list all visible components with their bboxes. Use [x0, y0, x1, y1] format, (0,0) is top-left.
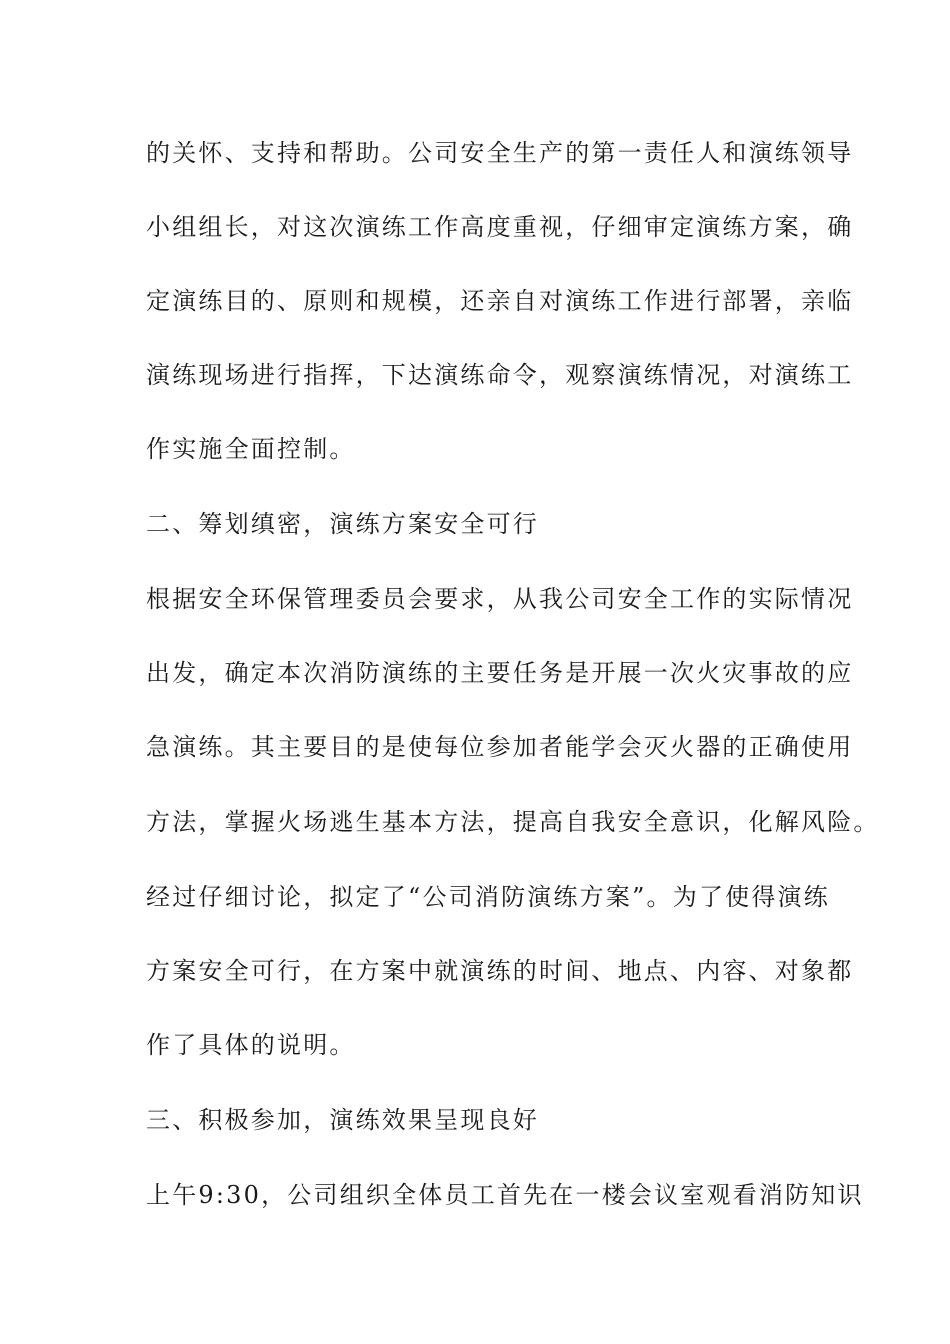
- paragraph-line: 小组组长，对这次演练工作高度重视，仔细审定演练方案，确: [146, 213, 854, 241]
- paragraph-line: 经过仔细讨论，拟定了“公司消防演练方案”。为了使得演练: [146, 883, 830, 911]
- section-heading: 三、积极参加，演练效果呈现良好: [146, 1106, 539, 1134]
- paragraph-line: 作实施全面控制。: [146, 435, 356, 463]
- paragraph-line: 演练现场进行指挥，下达演练命令，观察演练情况，对演练工: [146, 361, 854, 389]
- paragraph-line: 方案安全可行，在方案中就演练的时间、地点、内容、对象都: [146, 957, 854, 985]
- paragraph-line: 急演练。其主要目的是使每位参加者能学会灭火器的正确使用: [146, 733, 854, 761]
- paragraph-line: 方法，掌握火场逃生基本方法，提高自我安全意识，化解风险。: [146, 808, 880, 836]
- paragraph-line: 定演练目的、原则和规模，还亲自对演练工作进行部署，亲临: [146, 287, 854, 315]
- paragraph-line: 的关怀、支持和帮助。公司安全生产的第一责任人和演练领导: [146, 139, 854, 167]
- paragraph-line: 作了具体的说明。: [146, 1031, 356, 1059]
- paragraph-line: 上午9:30，公司组织全体员工首先在一楼会议室观看消防知识: [146, 1181, 864, 1209]
- paragraph-line: 出发，确定本次消防演练的主要任务是开展一次火灾事故的应: [146, 659, 854, 687]
- paragraph-line: 根据安全环保管理委员会要求，从我公司安全工作的实际情况: [146, 585, 854, 613]
- section-heading: 二、筹划缜密，演练方案安全可行: [146, 510, 539, 538]
